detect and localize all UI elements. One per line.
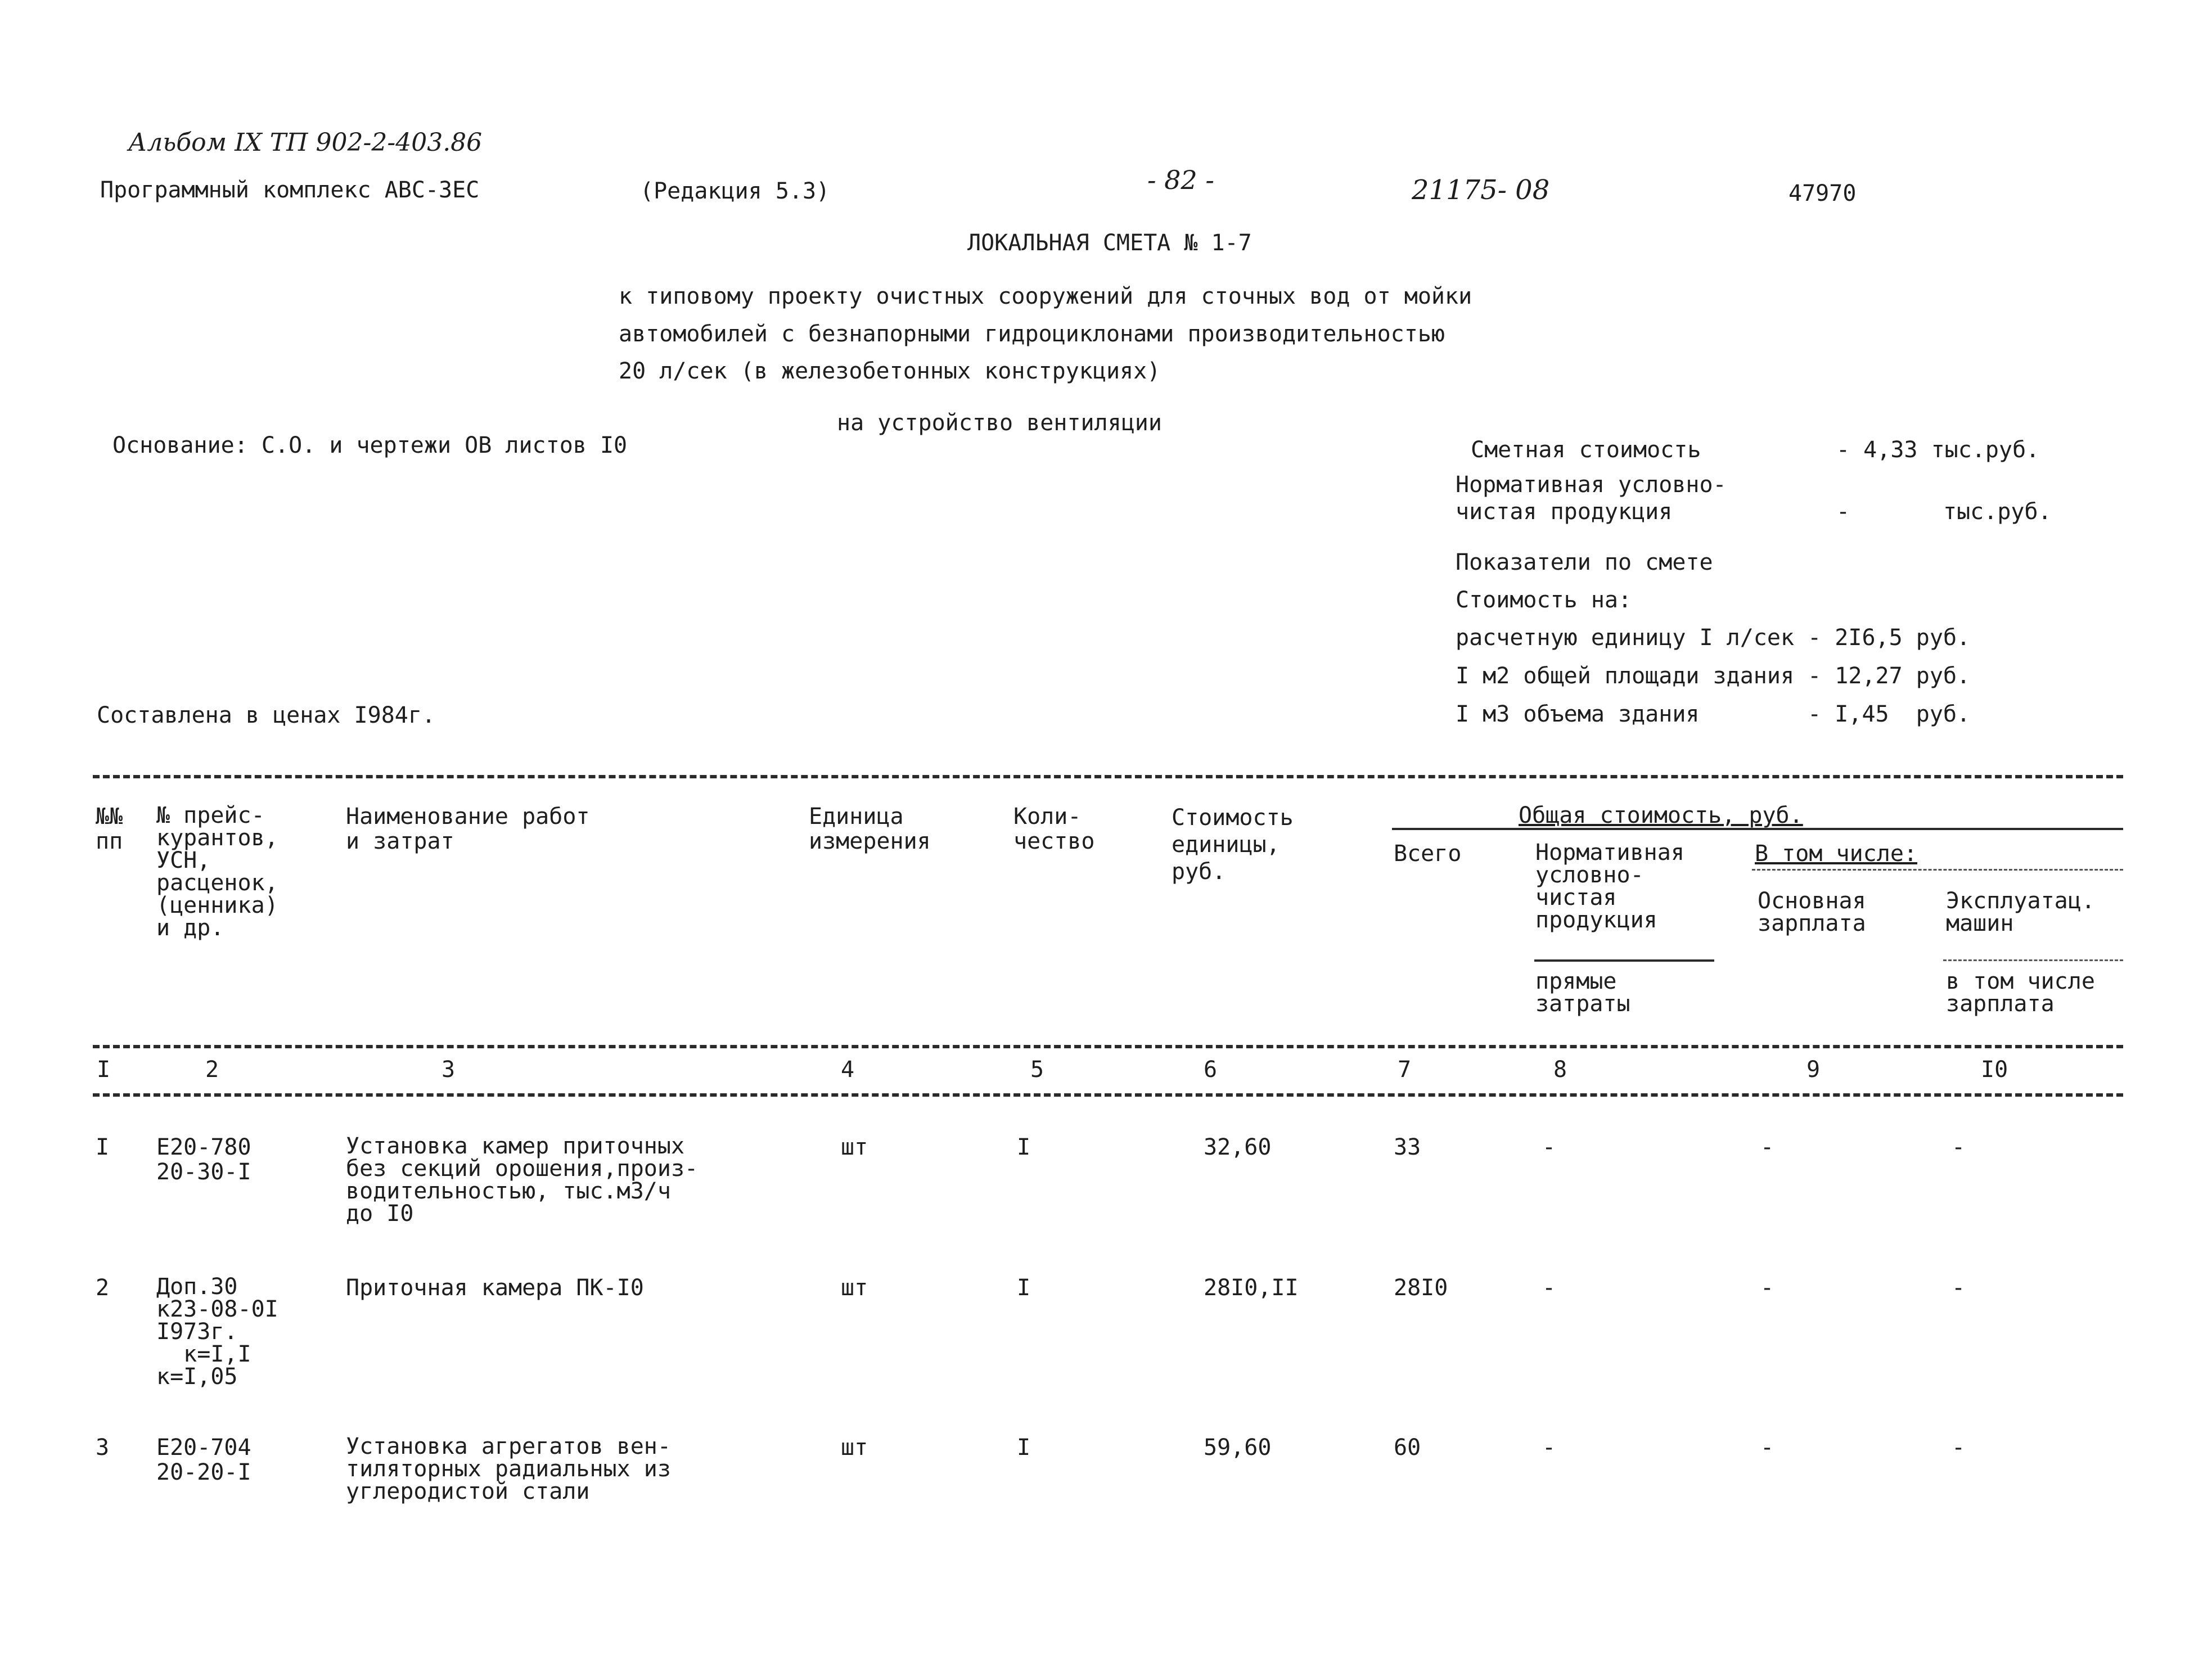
machine-split-rule <box>1943 959 2123 961</box>
row-price: 59,60 <box>1204 1435 1272 1461</box>
header-col-4: Единица измерения <box>809 804 931 854</box>
row-number: 2 <box>96 1275 110 1301</box>
album-reference: Альбом IX ТП 902-2-403.86 <box>128 128 483 157</box>
header-col-7: Всего <box>1394 841 1462 867</box>
estimate-subject: на устройство вентиляции <box>837 410 1162 436</box>
incl-rule <box>1752 869 2123 871</box>
header-col-10b: в том числе зарплата <box>1946 968 2095 1017</box>
row-name: Приточная камера ПК-I0 <box>346 1275 644 1301</box>
row-name: Установка камер приточных без секций орошения,произ- водительностью, тыс.м3/ч до I0 <box>346 1133 699 1227</box>
row-col-8: - <box>1542 1435 1556 1461</box>
page-number: - 82 - <box>1147 165 1214 195</box>
summary-cost-label: Сметная стоимость <box>1471 437 1701 463</box>
row-qty: I <box>1017 1134 1031 1160</box>
col-number-10: I0 <box>1981 1057 2008 1083</box>
row-col-9: - <box>1760 1275 1774 1301</box>
summary-norm-dash: - <box>1836 499 1850 525</box>
summary-norm-label-1: Нормативная условно- <box>1456 472 1727 498</box>
program-name: Программный комплекс АВС-ЗЕС <box>100 177 480 203</box>
row-unit: шт <box>841 1134 868 1160</box>
row-code: Е20-704 20-20-I <box>156 1435 251 1485</box>
col-number-7: 7 <box>1398 1057 1412 1083</box>
estimate-title: ЛОКАЛЬНАЯ СМЕТА № 1-7 <box>967 230 1252 256</box>
col-number-3: 3 <box>442 1057 456 1083</box>
header-col-10: Эксплуатац. машин <box>1946 888 2095 936</box>
summary-unit-line: расчетную единицу I л/сек - 2I6,5 руб. <box>1456 625 1971 651</box>
header-col-9: Основная зарплата <box>1758 888 1866 936</box>
row-code: Доп.30 к23-08-0I I973г. к=I,I к=I,05 <box>156 1274 278 1390</box>
summary-cost-value: - 4,33 тыс.руб. <box>1836 437 2040 463</box>
header-col-1: №№ пп <box>96 804 123 854</box>
row-price: 28I0,II <box>1204 1275 1299 1301</box>
header-col-5: Коли- чество <box>1013 804 1095 854</box>
row-col-10: - <box>1952 1435 1966 1461</box>
summary-norm-label-2: чистая продукция <box>1456 499 1673 525</box>
document-number: 47970 <box>1788 181 1857 206</box>
summary-cost-per: Стоимость на: <box>1456 587 1632 613</box>
col-number-1: I <box>97 1057 111 1083</box>
row-col-9: - <box>1760 1134 1774 1160</box>
col-number-2: 2 <box>205 1057 219 1083</box>
row-qty: I <box>1017 1275 1031 1301</box>
row-total: 33 <box>1394 1134 1421 1160</box>
col-number-6: 6 <box>1204 1057 1218 1083</box>
edition: (Редакция 5.3) <box>640 178 830 204</box>
summary-indicators: Показатели по смете <box>1456 549 1713 575</box>
summary-volume-line: I м3 объема здания - I,45 руб. <box>1456 701 1971 727</box>
row-col-10: - <box>1952 1134 1966 1160</box>
summary-area-line: I м2 общей площади здания - 12,27 руб. <box>1456 663 1971 689</box>
row-qty: I <box>1017 1435 1031 1461</box>
row-name: Установка агрегатов вен- тиляторных радиальных из углеродистой стали <box>346 1434 671 1504</box>
header-col-8: Нормативная условно- чистая продукция <box>1535 840 1684 933</box>
row-total: 60 <box>1394 1435 1421 1461</box>
row-col-8: - <box>1542 1275 1556 1301</box>
col-number-4: 4 <box>841 1057 855 1083</box>
col-number-9: 9 <box>1806 1057 1821 1083</box>
row-col-10: - <box>1952 1275 1966 1301</box>
price-level: Составлена в ценах I984г. <box>97 702 436 728</box>
title-line-2: автомобилей с безнапорными гидроциклонами производительностью <box>619 321 1445 347</box>
col-number-5: 5 <box>1030 1057 1044 1083</box>
header-col-3: Наименование работ и затрат <box>346 804 590 854</box>
column-number-rule <box>93 1093 2123 1097</box>
row-number: I <box>96 1134 110 1160</box>
header-col-6: Стоимость единицы, руб. <box>1172 805 1294 885</box>
header-bottom-rule <box>93 1045 2123 1048</box>
header-total-group: Общая стоимость, руб. <box>1519 803 1803 828</box>
summary-norm-unit: тыс.руб. <box>1943 499 2052 525</box>
row-price: 32,60 <box>1204 1134 1272 1160</box>
header-col-2: № прейс- курантов, УСН, расценок, (ценника) и др. <box>156 803 278 941</box>
title-line-3: 20 л/сек (в железобетонных конструкциях) <box>619 358 1161 384</box>
row-number: 3 <box>96 1435 110 1461</box>
estimate-basis: Основание: С.О. и чертежи ОВ листов I0 <box>112 432 628 458</box>
document-code: 21175- 08 <box>1412 174 1550 206</box>
row-unit: шт <box>841 1435 868 1461</box>
norm-split-rule <box>1534 959 1714 962</box>
row-total: 28I0 <box>1394 1275 1448 1301</box>
row-code: Е20-780 20-30-I <box>156 1134 251 1185</box>
col-number-8: 8 <box>1553 1057 1567 1083</box>
title-line-1: к типовому проекту очистных сооружений для сточных вод от мойки <box>619 283 1472 309</box>
row-col-9: - <box>1760 1435 1774 1461</box>
row-col-8: - <box>1542 1134 1556 1160</box>
table-top-rule <box>93 775 2123 778</box>
header-incl: В том числе: <box>1755 841 1917 867</box>
header-col-8b: прямые затраты <box>1535 968 1630 1017</box>
row-unit: шт <box>841 1275 868 1301</box>
